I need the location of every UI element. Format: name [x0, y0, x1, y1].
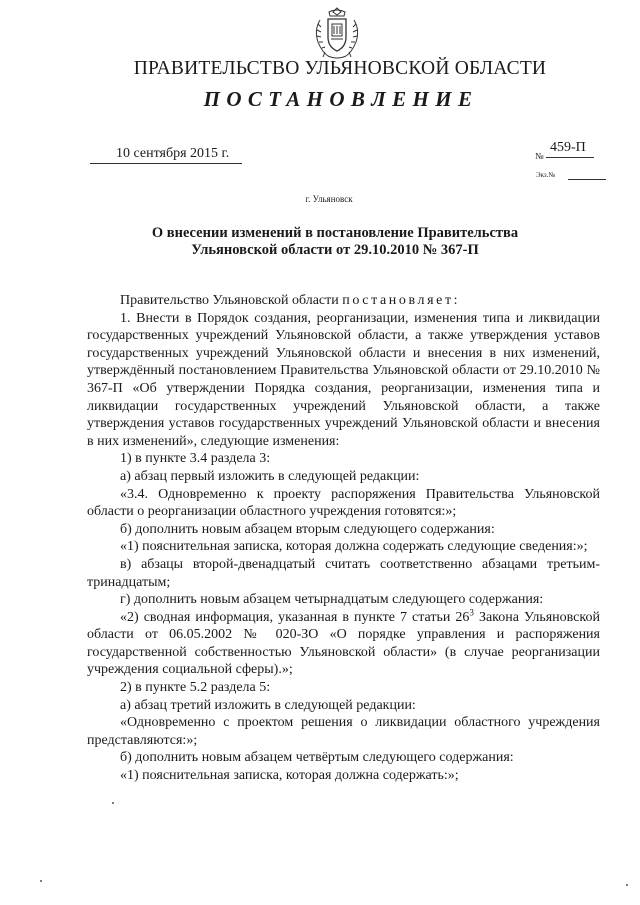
coat-of-arms-icon — [312, 6, 362, 62]
paragraph-4: «3.4. Одновременно к проекту распоряжения Правительства Ульяновской области о реорганизации областного учреждения готовятся:»; — [87, 486, 600, 520]
paragraph-11: а) абзац третий изложить в следующей редакции: — [120, 697, 416, 713]
paragraph-9-part-b: Закона Ульяновской области от 06.05.2002 № 020-ЗО «О порядке управления и распоряжения государственной собственностью Ульяновской области» (в случае реорганизации учреждения социальной сферы).»; — [87, 609, 600, 678]
paragraph-9-superscript: 3 — [469, 607, 474, 618]
paragraph-2: 1) в пункте 3.4 раздела 3: — [120, 451, 271, 467]
paragraph-10: 2) в пункте 5.2 раздела 5: — [120, 680, 271, 696]
number-prefix: № — [535, 151, 544, 161]
paragraph-1: 1. Внести в Порядок создания, реорганизации, изменения типа и ликвидации государственных учреждений Ульяновской области, а также утверждения уставов государственных учреждений Ульяновской области и внесения в них изменений, утверждённый постановлением Правительства Ульяновской области от 29.10.2010 № 367-П «Об утверждении Порядка создания, реорганизации, изменения типа и ликвидации государственных учреждений Ульяновской области, а также утверждения уставов государственных учреждений Ульяновской области и внесения в них изменений», следующие изменения: — [87, 310, 600, 449]
scan-speck — [40, 880, 42, 882]
document-heading — [100, 225, 570, 259]
paragraph-9 — [87, 609, 600, 679]
intro-paragraph — [87, 292, 600, 310]
government-title: ПРАВИТЕЛЬСТВО УЛЬЯНОВСКОЙ ОБЛАСТИ — [133, 58, 547, 79]
paragraph-3: а) абзац первый изложить в следующей редакции: — [120, 468, 420, 484]
paragraph-8: г) дополнить новым абзацем четырнадцатым следующего содержания: — [120, 592, 544, 608]
heading-line-2: Ульяновской области от 29.10.2010 № 367-П — [191, 242, 479, 258]
intro-text: Правительство Ульяновской области — [120, 293, 343, 308]
number-underline — [546, 157, 594, 158]
paragraph-7: в) абзацы второй-двенадцатый считать соответственно абзацами третьим-тринадцатым; — [87, 556, 600, 590]
copy-underline — [568, 179, 606, 180]
paragraph-14: «1) пояснительная записка, которая должна содержать:»; — [120, 768, 459, 784]
intro-verb: постановляет: — [342, 293, 461, 308]
document-body — [87, 292, 600, 785]
document-date: 10 сентября 2015 г. — [116, 146, 230, 161]
date-underline — [90, 163, 242, 164]
heading-line-1: О внесении изменений в постановление Правительства — [151, 225, 519, 241]
scan-speck — [626, 884, 628, 886]
copy-label: Экз.№ — [536, 171, 556, 179]
paragraph-6: «1) пояснительная записка, которая должна содержать следующие сведения:»; — [120, 539, 588, 555]
paragraph-9-part-a: «2) сводная информация, указанная в пункте 7 статьи 26 — [120, 609, 470, 625]
document-type: ПОСТАНОВЛЕНИЕ — [203, 87, 479, 111]
paragraph-12: «Одновременно с проектом решения о ликвидации областного учреждения представляются:»; — [87, 715, 600, 748]
paragraph-13: б) дополнить новым абзацем четвёртым следующего содержания: — [120, 750, 514, 766]
city: г. Ульяновск — [305, 194, 353, 204]
scan-speck — [112, 802, 114, 804]
document-number: 459-П — [550, 140, 586, 155]
paragraph-5: б) дополнить новым абзацем вторым следующего содержания: — [120, 521, 495, 537]
